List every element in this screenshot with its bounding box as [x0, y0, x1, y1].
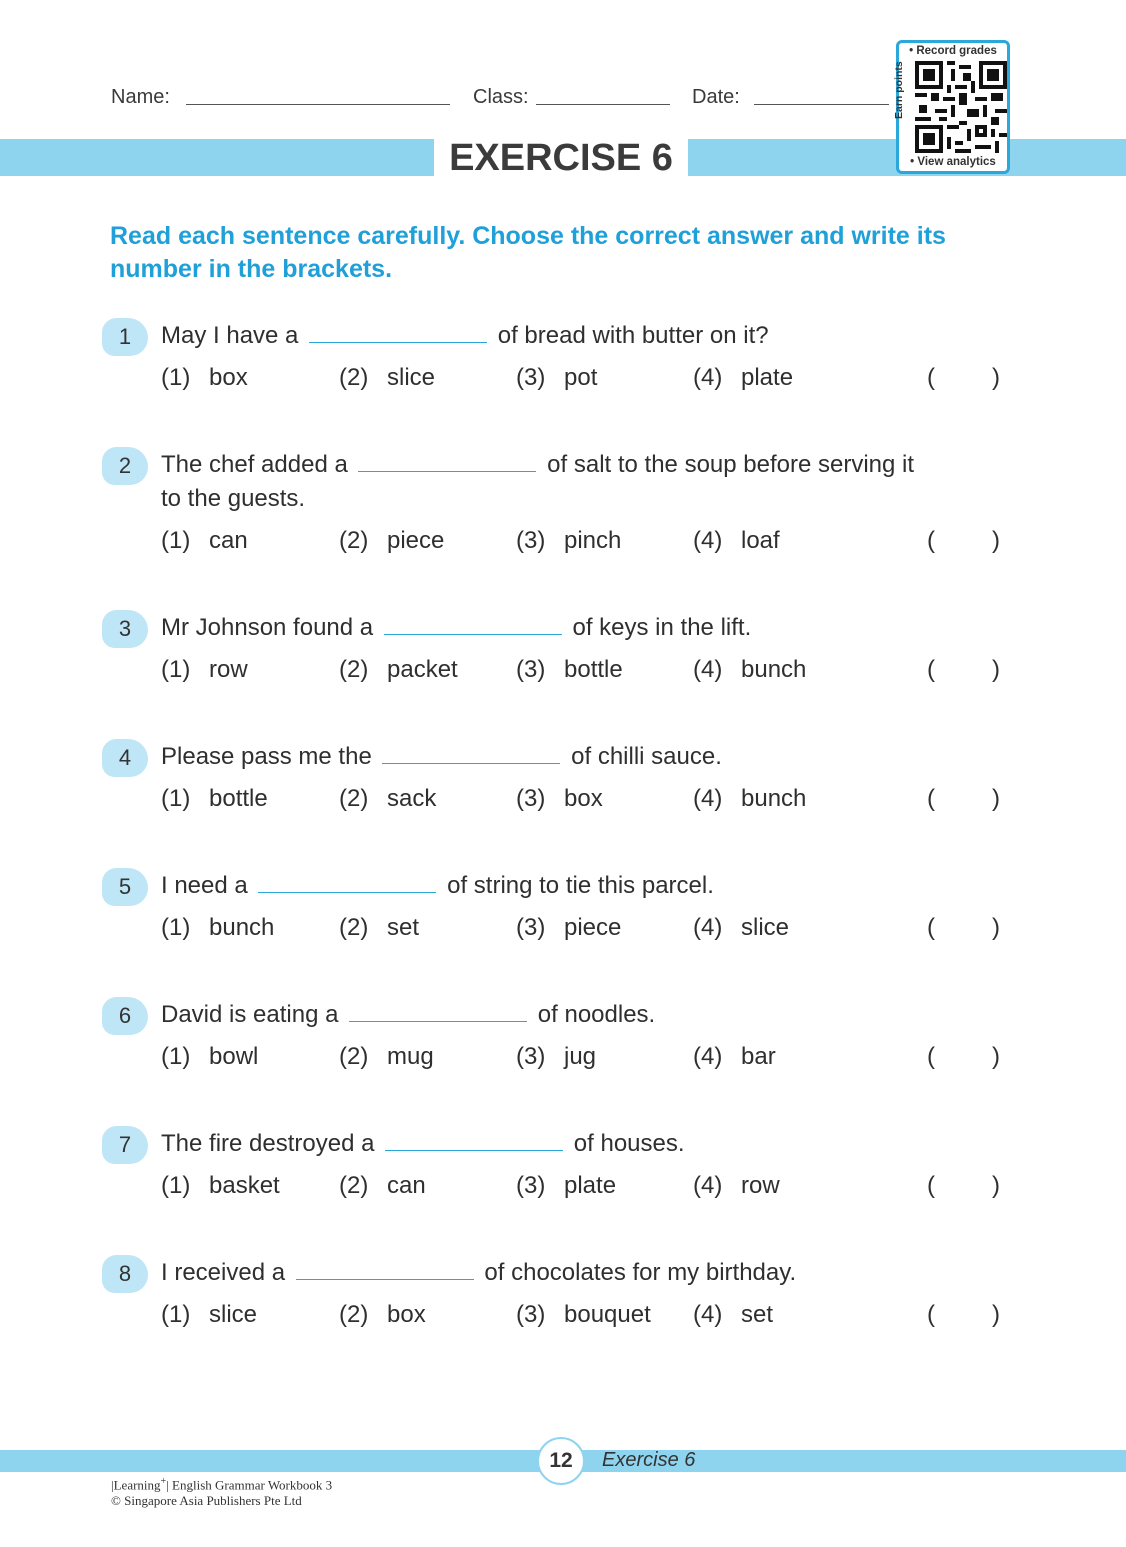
option-text: piece: [564, 914, 622, 941]
answer-bracket-open[interactable]: (: [927, 364, 935, 391]
question-text-after: of houses.: [573, 1130, 685, 1157]
option-number: (1): [161, 785, 191, 812]
answer-bracket-close: ): [992, 1043, 1000, 1070]
answer-option[interactable]: [516, 364, 597, 392]
option-number: (4): [693, 1172, 723, 1199]
answer-option[interactable]: [516, 1172, 616, 1200]
qr-panel[interactable]: [893, 40, 1010, 174]
option-text: set: [387, 914, 420, 941]
answer-option[interactable]: [516, 527, 621, 555]
answer-blank[interactable]: [349, 1001, 527, 1022]
answer-option[interactable]: [161, 1043, 258, 1071]
option-text: bouquet: [564, 1301, 651, 1328]
option-text: slice: [387, 364, 436, 391]
answer-option[interactable]: [339, 527, 444, 555]
option-number: (2): [339, 914, 369, 941]
answer-option[interactable]: [339, 1172, 426, 1200]
option-text: plate: [741, 364, 794, 391]
title-band-left: [0, 139, 434, 176]
option-number: (2): [339, 785, 369, 812]
question-sentence: [161, 1256, 796, 1290]
page-title: EXERCISE 6: [434, 134, 688, 180]
option-text: jug: [564, 1043, 597, 1070]
option-number: (4): [693, 1301, 723, 1328]
option-text: piece: [387, 527, 445, 554]
answer-bracket-open[interactable]: (: [927, 1301, 935, 1328]
question-text-before: I received a: [161, 1259, 286, 1286]
answer-bracket-open[interactable]: (: [927, 914, 935, 941]
option-text: bowl: [209, 1043, 259, 1070]
question-number-badge: 8: [102, 1255, 148, 1293]
answer-blank[interactable]: [309, 322, 487, 343]
answer-option[interactable]: [161, 656, 248, 684]
answer-option[interactable]: [339, 364, 435, 392]
option-number: (1): [161, 656, 191, 683]
option-number: (3): [516, 1172, 546, 1199]
answer-bracket-open[interactable]: (: [927, 1043, 935, 1070]
option-number: (1): [161, 1043, 191, 1070]
answer-bracket-open[interactable]: (: [927, 1172, 935, 1199]
class-field[interactable]: [536, 104, 670, 105]
answer-option[interactable]: [339, 785, 436, 813]
option-number: (4): [693, 364, 723, 391]
option-text: slice: [741, 914, 790, 941]
option-number: (4): [693, 527, 723, 554]
option-text: can: [209, 527, 248, 554]
answer-blank[interactable]: [296, 1259, 474, 1280]
qr-view-analytics-label: • View analytics: [910, 156, 996, 168]
option-text: bunch: [209, 914, 275, 941]
answer-blank[interactable]: [258, 872, 436, 893]
name-label: Name:: [111, 86, 170, 108]
answer-option[interactable]: [161, 785, 268, 813]
option-number: (4): [693, 785, 723, 812]
qr-earn-points-label: Earn points: [893, 61, 905, 119]
question-text-before: May I have a: [161, 322, 299, 349]
footer-book-name: | English Grammar Workbook 3: [166, 1477, 333, 1493]
question-number-badge: 7: [102, 1126, 148, 1164]
option-number: (2): [339, 527, 369, 554]
footer-book-title: [111, 1476, 332, 1493]
question-text-before: The fire destroyed a: [161, 1130, 375, 1157]
footer-brand: |Learning: [111, 1477, 161, 1493]
option-text: pot: [564, 364, 598, 391]
option-number: (1): [161, 1301, 191, 1328]
option-number: (1): [161, 527, 191, 554]
answer-option[interactable]: [516, 914, 621, 942]
qr-code-icon[interactable]: [915, 61, 1007, 153]
question-sentence: [161, 869, 714, 903]
answer-blank[interactable]: [384, 614, 562, 635]
option-text: packet: [387, 656, 458, 683]
answer-option[interactable]: [161, 914, 274, 942]
answer-option[interactable]: [693, 1301, 773, 1329]
date-label: Date:: [692, 86, 740, 108]
question-number-badge: 6: [102, 997, 148, 1035]
option-number: (3): [516, 1301, 546, 1328]
option-text: bottle: [564, 656, 623, 683]
option-number: (2): [339, 364, 369, 391]
answer-option[interactable]: [339, 656, 458, 684]
question-sentence: [161, 998, 655, 1032]
option-text: bar: [741, 1043, 776, 1070]
question-sentence: [161, 611, 751, 645]
option-text: can: [387, 1172, 426, 1199]
footer-section-title: Exercise 6: [602, 1449, 696, 1471]
option-number: (4): [693, 1043, 723, 1070]
question-number-badge: 5: [102, 868, 148, 906]
answer-bracket-close: ): [992, 1172, 1000, 1199]
option-number: (3): [516, 914, 546, 941]
question-text-before: I need a: [161, 872, 248, 899]
question-text-after: of keys in the lift.: [572, 614, 752, 641]
question-number-badge: 2: [102, 447, 148, 485]
option-text: loaf: [741, 527, 780, 554]
answer-option[interactable]: [339, 1043, 434, 1071]
answer-bracket-open[interactable]: (: [927, 527, 935, 554]
question-text-after: of bread with butter on it?: [497, 322, 769, 349]
answer-bracket-close: ): [992, 656, 1000, 683]
answer-bracket-close: ): [992, 914, 1000, 941]
answer-option[interactable]: [693, 364, 793, 392]
option-number: (2): [339, 1043, 369, 1070]
option-text: box: [387, 1301, 426, 1328]
option-number: (3): [516, 527, 546, 554]
answer-option[interactable]: [516, 785, 603, 813]
option-text: set: [741, 1301, 774, 1328]
question-text-after: of string to tie this parcel.: [447, 872, 714, 899]
option-text: bunch: [741, 785, 807, 812]
option-number: (3): [516, 1043, 546, 1070]
answer-bracket-close: ): [992, 1301, 1000, 1328]
question-text-after: of noodles.: [537, 1001, 656, 1028]
answer-bracket-open[interactable]: (: [927, 785, 935, 812]
page-number: 12: [537, 1437, 585, 1485]
question-sentence: [161, 740, 722, 774]
option-text: pinch: [564, 527, 622, 554]
option-number: (3): [516, 785, 546, 812]
answer-option[interactable]: [339, 914, 419, 942]
option-text: slice: [209, 1301, 258, 1328]
question-text-after: of salt to the soup before serving it: [547, 451, 915, 478]
answer-option[interactable]: [693, 1043, 776, 1071]
answer-option[interactable]: [516, 1301, 651, 1329]
option-text: plate: [564, 1172, 617, 1199]
question-number-badge: 1: [102, 318, 148, 356]
answer-bracket-close: ): [992, 364, 1000, 391]
answer-option[interactable]: [161, 527, 248, 555]
option-number: (3): [516, 364, 546, 391]
question-text-continued: to the guests.: [161, 485, 306, 512]
option-text: box: [564, 785, 603, 812]
option-text: basket: [209, 1172, 280, 1199]
answer-bracket-open[interactable]: (: [927, 656, 935, 683]
name-field[interactable]: [186, 104, 450, 105]
option-number: (1): [161, 1172, 191, 1199]
answer-blank[interactable]: [385, 1130, 563, 1151]
option-number: (2): [339, 1172, 369, 1199]
answer-option[interactable]: [516, 656, 623, 684]
date-field[interactable]: [754, 104, 889, 105]
answer-option[interactable]: [693, 1172, 780, 1200]
answer-blank[interactable]: [358, 451, 536, 472]
question-number-badge: 4: [102, 739, 148, 777]
answer-option[interactable]: [516, 1043, 596, 1071]
question-sentence: [161, 1127, 685, 1161]
answer-option[interactable]: [161, 1301, 257, 1329]
answer-option[interactable]: [161, 1172, 280, 1200]
option-text: bottle: [209, 785, 268, 812]
answer-option[interactable]: [693, 527, 780, 555]
question-text-before: Please pass me the: [161, 743, 372, 770]
question-text-after: of chocolates for my birthday.: [484, 1259, 797, 1286]
question-number-badge: 3: [102, 610, 148, 648]
footer-copyright: © Singapore Asia Publishers Pte Ltd: [111, 1493, 302, 1508]
question-text-before: The chef added a: [161, 451, 348, 478]
option-number: (1): [161, 914, 191, 941]
answer-blank[interactable]: [382, 743, 560, 764]
option-text: sack: [387, 785, 437, 812]
instructions: Read each sentence carefully. Choose the correct answer and write its number in the brackets.: [110, 222, 946, 283]
question-sentence: [161, 448, 914, 482]
option-text: box: [209, 364, 248, 391]
option-number: (1): [161, 364, 191, 391]
answer-bracket-close: ): [992, 527, 1000, 554]
option-text: mug: [387, 1043, 434, 1070]
answer-bracket-close: ): [992, 785, 1000, 812]
answer-option[interactable]: [693, 785, 806, 813]
question-sentence: [161, 319, 769, 353]
option-text: row: [741, 1172, 780, 1199]
footer-brand-plus: +: [160, 1476, 167, 1487]
option-number: (4): [693, 656, 723, 683]
option-text: bunch: [741, 656, 807, 683]
answer-option[interactable]: [693, 914, 789, 942]
answer-option[interactable]: [693, 656, 806, 684]
answer-option[interactable]: [339, 1301, 426, 1329]
option-number: (2): [339, 656, 369, 683]
question-text-before: David is eating a: [161, 1001, 339, 1028]
option-number: (3): [516, 656, 546, 683]
class-label: Class:: [473, 86, 529, 108]
question-text-after: of chilli sauce.: [571, 743, 722, 770]
answer-option[interactable]: [161, 364, 248, 392]
option-number: (4): [693, 914, 723, 941]
option-text: row: [209, 656, 248, 683]
option-number: (2): [339, 1301, 369, 1328]
question-text-before: Mr Johnson found a: [161, 614, 374, 641]
qr-record-grades-label: • Record grades: [909, 45, 997, 57]
